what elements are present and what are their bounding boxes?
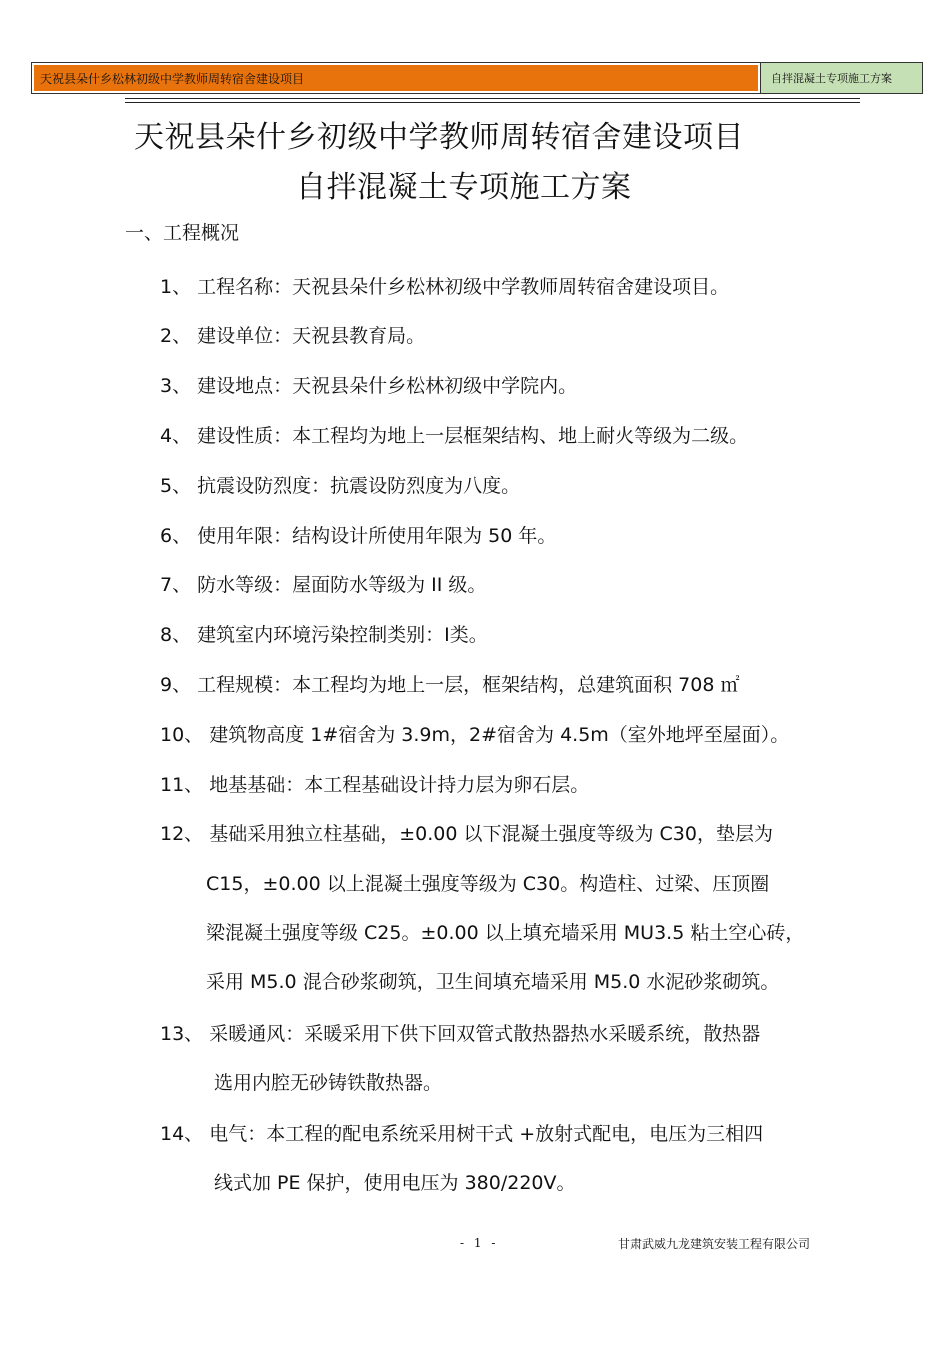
list-item: 6、 使用年限：结构设计所使用年限为 50 年。	[160, 525, 557, 547]
header-rule-bottom	[125, 102, 860, 103]
header-document-name: 自拌混凝土专项施工方案	[760, 63, 922, 93]
header-project-name: 天祝县朵什乡松林初级中学教师周转宿舍建设项目	[32, 63, 760, 93]
list-item-continuation: C15，±0.00 以上混凝土强度等级为 C30。构造柱、过梁、压顶圈	[206, 873, 770, 895]
list-item-continuation: 梁混凝土强度等级 C25。±0.00 以上填充墙采用 MU3.5 粘土空心砖，	[206, 922, 805, 944]
list-item: 5、 抗震设防烈度：抗震设防烈度为八度。	[160, 475, 521, 497]
list-item: 8、 建筑室内环境污染控制类别：Ⅰ类。	[160, 624, 488, 646]
list-item: 9、 工程规模：本工程均为地上一层，框架结构，总建筑面积 708 ㎡	[160, 674, 740, 696]
header-rule-top	[125, 98, 860, 99]
list-item: 7、 防水等级：屋面防水等级为 II 级。	[160, 574, 487, 596]
list-item: 2、 建设单位：天祝县教育局。	[160, 325, 426, 347]
footer-company-name: 甘肃武威九龙建筑安装工程有限公司	[618, 1237, 811, 1251]
list-item: 12、 基础采用独立柱基础，±0.00 以下混凝土强度等级为 C30，垫层为	[160, 823, 773, 845]
list-item: 10、 建筑物高度 1#宿舍为 3.9m，2#宿舍为 4.5m（室外地坪至屋面）。	[160, 724, 790, 746]
list-item-continuation: 选用内腔无砂铸铁散热器。	[214, 1072, 443, 1094]
list-item: 11、 地基基础：本工程基础设计持力层为卵石层。	[160, 774, 590, 796]
list-item: 1、 工程名称：天祝县朵什乡松林初级中学教师周转宿舍建设项目。	[160, 276, 730, 298]
document-title-line2: 自拌混凝土专项施工方案	[296, 170, 632, 205]
list-item-continuation: 线式加 PE 保护，使用电压为 380/220V。	[214, 1172, 576, 1194]
list-item: 14、 电气：本工程的配电系统采用树干式 +放射式配电，电压为三相四	[160, 1123, 764, 1145]
running-header	[31, 62, 923, 94]
document-title-line1: 天祝县朵什乡初级中学教师周转宿舍建设项目	[134, 120, 744, 155]
page-number: - 1 -	[460, 1236, 499, 1250]
list-item: 4、 建设性质：本工程均为地上一层框架结构、地上耐火等级为二级。	[160, 425, 749, 447]
list-item: 13、 采暖通风：采暖采用下供下回双管式散热器热水采暖系统，散热器	[160, 1023, 761, 1045]
section-heading: 一、工程概况	[125, 222, 240, 244]
list-item-continuation: 采用 M5.0 混合砂浆砌筑，卫生间填充墙采用 M5.0 水泥砂浆砌筑。	[206, 971, 780, 993]
list-item: 3、 建设地点：天祝县朵什乡松林初级中学院内。	[160, 375, 578, 397]
